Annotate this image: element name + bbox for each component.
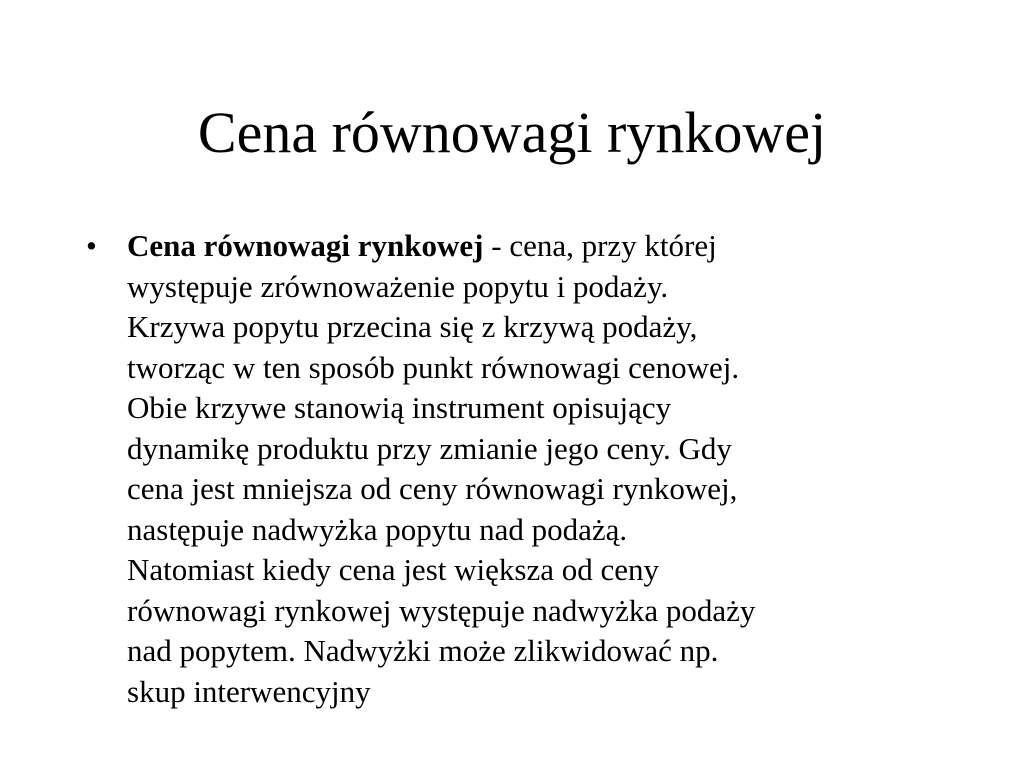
bullet-line: cena jest mniejsza od ceny równowagi rynkowej,: [127, 471, 738, 506]
definition-text: - cena, przy której: [483, 228, 717, 263]
bullet-line: dynamikę produktu przy zmianie jego ceny. Gdy: [127, 430, 732, 466]
bullet-line: Krzywa popytu przecina się z krzywą podaży,: [127, 309, 698, 344]
defined-term: Cena równowagi rynkowej: [127, 228, 484, 263]
bullet-icon: •: [86, 228, 97, 263]
bullet-line: Obie krzywe stanowią instrument opisujący: [127, 390, 672, 425]
slide-title: Cena równowagi rynkowej: [197, 100, 827, 165]
bullet-line: skup interwencyjny: [127, 673, 371, 709]
bullet-line: występuje zrównoważenie popytu i podaży.: [127, 268, 669, 304]
bullet-list: [86, 226, 966, 712]
bullet-line: równowagi rynkowej występuje nadwyżka podaży: [127, 592, 756, 628]
bullet-text: [127, 226, 966, 712]
bullet-line: następuje nadwyżka popytu nad podażą.: [127, 511, 628, 547]
bullet-line: tworząc w ten sposób punkt równowagi cenowej.: [127, 349, 740, 385]
bullet-line: Natomiast kiedy cena jest większa od ceny: [127, 552, 659, 587]
bullet-item: [86, 226, 966, 712]
bullet-line: nad popytem. Nadwyżki może zlikwidować np.: [127, 633, 719, 668]
bullet-line: [127, 226, 966, 267]
